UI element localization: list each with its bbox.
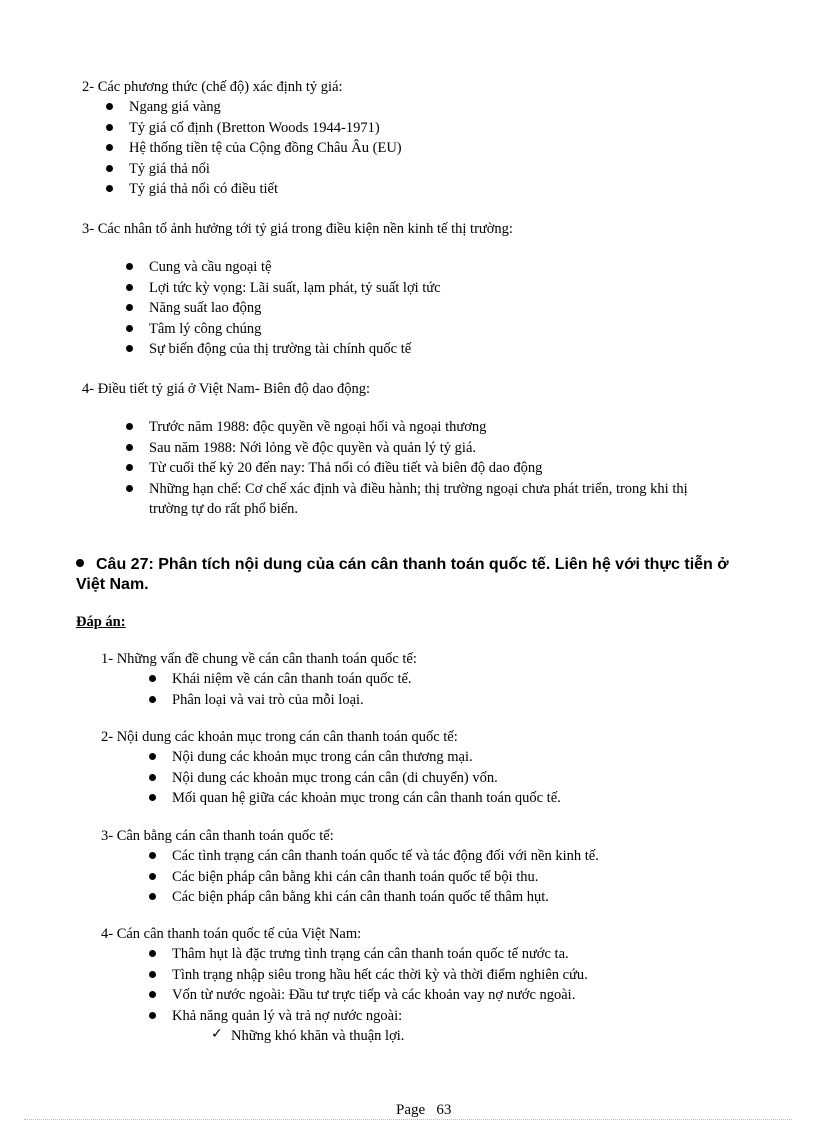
- list-item: Những hạn chế: Cơ chế xác định và điều hành; thị trường ngoại chưa phát triển, trong khi thị: [149, 479, 688, 500]
- question-heading: [76, 555, 756, 595]
- answer-3-heading: 3- Cân bằng cán cân thanh toán quốc tế:: [101, 828, 334, 844]
- list-item: Mối quan hệ giữa các khoản mục trong cán cân thanh toán quốc tế.: [172, 788, 561, 809]
- list-item: Hệ thống tiền tệ của Cộng đồng Châu Âu (EU): [129, 138, 402, 159]
- section-2-heading: 2- Các phương thức (chế độ) xác định tỷ giá:: [82, 79, 343, 95]
- answer-4-heading: 4- Cán cân thanh toán quốc tế của Việt Nam:: [101, 926, 362, 942]
- list-item: Lợi tức kỳ vọng: Lãi suất, lạm phát, tỷ suất lợi tức: [149, 278, 441, 299]
- section-4-heading: 4- Điều tiết tỷ giá ở Việt Nam- Biên độ dao động:: [82, 381, 371, 397]
- list-item: Trước năm 1988: độc quyền về ngoại hối và ngoại thương: [149, 417, 486, 438]
- answer-2-heading: 2- Nội dung các khoản mục trong cán cân thanh toán quốc tế:: [101, 729, 458, 745]
- answer-label: Đáp án:: [76, 614, 126, 630]
- list-item: Ngang giá vàng: [129, 97, 221, 118]
- page-footer: [396, 1102, 451, 1119]
- list-item: Các biện pháp cân bằng khi cán cân thanh toán quốc tế bội thu.: [172, 867, 538, 888]
- list-item: Sự biến động của thị trường tài chính quốc tế: [149, 339, 411, 360]
- checkmark-icon: ✓: [211, 1026, 223, 1042]
- list-item: Cung và cầu ngoại tệ: [149, 257, 271, 278]
- list-item: Tỷ giá cố định (Bretton Woods 1944-1971): [129, 118, 380, 139]
- list-item: Tỷ giá thả nổi: [129, 159, 210, 180]
- list-item: Sau năm 1988: Nới lỏng về độc quyền và quản lý tỷ giá.: [149, 438, 476, 459]
- list-item-continuation: trường tự do rất phổ biến.: [149, 501, 299, 517]
- list-item: Các biện pháp cân bằng khi cán cân thanh toán quốc tế thâm hụt.: [172, 887, 549, 908]
- footer-divider: [24, 1119, 792, 1120]
- list-item: Phân loại và vai trò của mỗi loại.: [172, 690, 364, 711]
- list-item: Nội dung các khoản mục trong cán cân (di chuyển) vốn.: [172, 768, 498, 789]
- list-item: Vốn từ nước ngoài: Đầu tư trực tiếp và các khoản vay nợ nước ngoài.: [172, 985, 575, 1006]
- page-label: Page: [396, 1102, 426, 1118]
- list-item: Từ cuối thế kỷ 20 đến nay: Thả nổi có điều tiết và biên độ dao động: [149, 458, 542, 479]
- list-item: Năng suất lao động: [149, 298, 261, 319]
- list-item: Tỷ giá thả nổi có điều tiết: [129, 179, 278, 200]
- section-3-heading: 3- Các nhân tố ảnh hưởng tới tỷ giá trong điều kiện nền kinh tế thị trường:: [82, 221, 513, 237]
- list-item: Tình trạng nhập siêu trong hầu hết các thời kỳ và thời điểm nghiên cứu.: [172, 965, 588, 986]
- list-item: Khái niệm về cán cân thanh toán quốc tế.: [172, 669, 412, 690]
- list-item: Tâm lý công chúng: [149, 319, 261, 340]
- list-item: Nội dung các khoản mục trong cán cân thương mại.: [172, 747, 473, 768]
- list-item: Các tình trạng cán cân thanh toán quốc tế và tác động đối với nền kinh tế.: [172, 846, 599, 867]
- list-item: Thâm hụt là đặc trưng tình trạng cán cân thanh toán quốc tế nước ta.: [172, 944, 569, 965]
- list-item: Khả năng quản lý và trả nợ nước ngoài:: [172, 1006, 402, 1027]
- sub-list-item: Những khó khăn và thuận lợi.: [231, 1028, 405, 1044]
- page-number: 63: [436, 1102, 452, 1118]
- bullet-icon: [76, 559, 84, 567]
- answer-1-heading: 1- Những vấn đề chung về cán cân thanh toán quốc tế:: [101, 651, 417, 667]
- question-text: Câu 27: Phân tích nội dung của cán cân thanh toán quốc tế. Liên hệ với thực tiễn ở Việt Nam.: [76, 556, 729, 593]
